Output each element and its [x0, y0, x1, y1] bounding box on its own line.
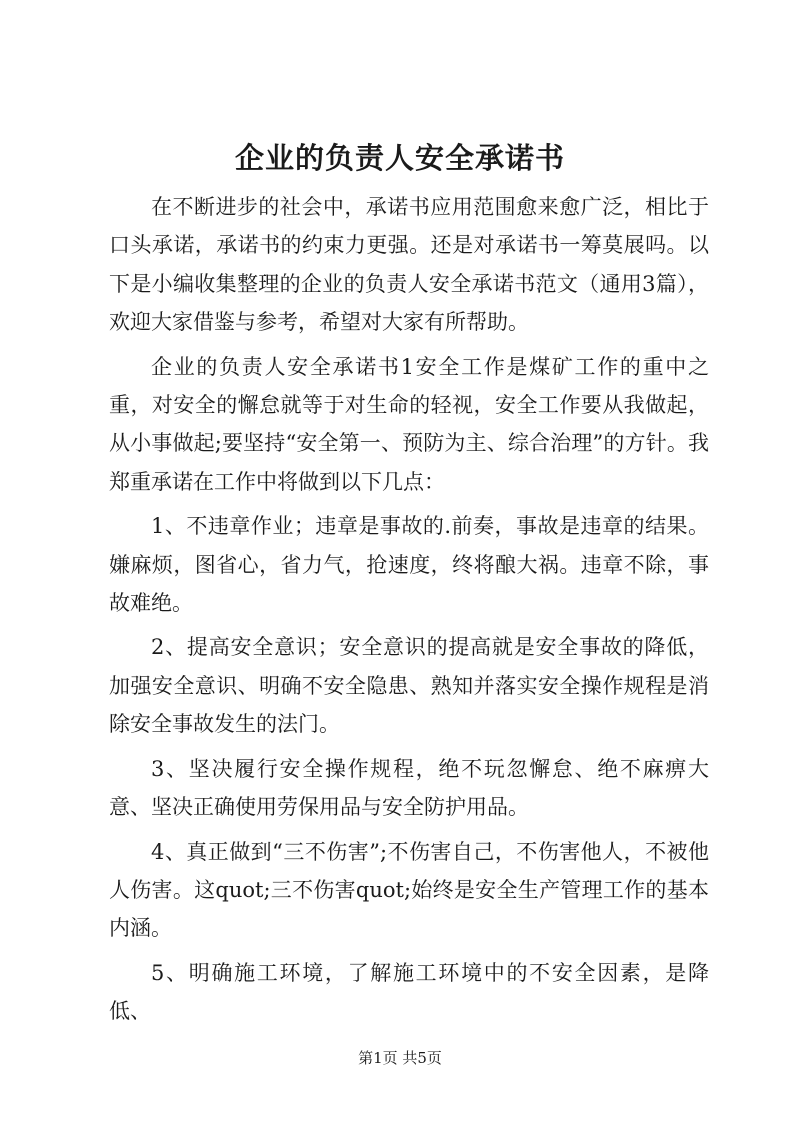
- paragraph-item-5: 5、明确施工环境，了解施工环境中的不安全因素，是降低、: [109, 960, 709, 1024]
- paragraph-item-4: 4、真正做到“三不伤害”;不伤害自己，不伤害他人，不被他人伤害。这quot;三不伤害quot;始终是安全生产管理工作的基本内涵。: [109, 839, 709, 941]
- paragraph-item-1: 1、不违章作业；违章是事故的.前奏，事故是违章的结果。嫌麻烦，图省心，省力气，抢速度，终将酿大祸。违章不除，事故难绝。: [109, 514, 709, 616]
- paragraph-intro: 在不断进步的社会中，承诺书应用范围愈来愈广泛，相比于口头承诺，承诺书的约束力更强。还是对承诺书一筹莫展吗。以下是小编收集整理的企业的负责人安全承诺书范文（通用3篇），欢迎大家借鉴与参考，希望对大家有所帮助。: [109, 195, 709, 335]
- document-body: [109, 188, 709, 1037]
- page-footer: 第1页 共5页: [358, 1049, 442, 1067]
- paragraph-commitment-1: 企业的负责人安全承诺书1安全工作是煤矿工作的重中之重，对安全的懈怠就等于对生命的轻视，安全工作要从我做起，从小事做起;要坚持“安全第一、预防为主、综合治理”的方针。我郑重承诺在工作中将做到以下几点：: [109, 354, 709, 494]
- document-title: 企业的负责人安全承诺书: [234, 141, 565, 175]
- paragraph-item-3: 3、坚决履行安全操作规程，绝不玩忽懈怠、绝不麻痹大意、坚决正确使用劳保用品与安全防护用品。: [109, 756, 709, 820]
- paragraph-item-2: 2、提高安全意识；安全意识的提高就是安全事故的降低，加强安全意识、明确不安全隐患、熟知并落实安全操作规程是消除安全事故发生的法门。: [109, 635, 709, 737]
